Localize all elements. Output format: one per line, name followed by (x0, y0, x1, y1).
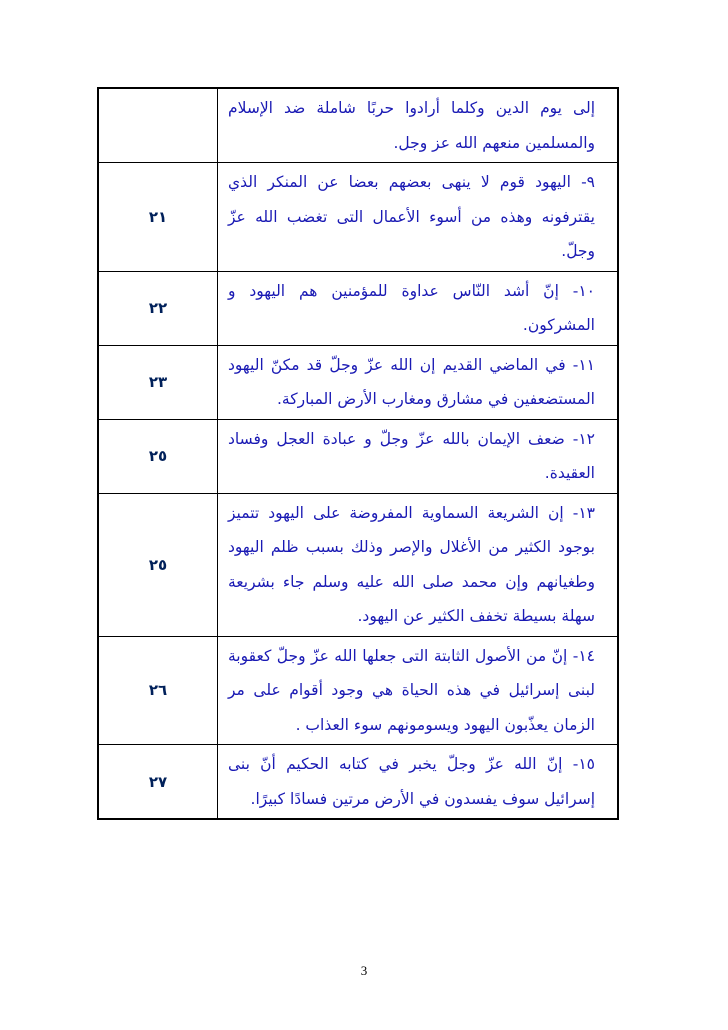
entry-cell (218, 163, 619, 272)
page-ref-cell (98, 88, 218, 163)
entry-text: ١٠- إنّ أشد النّاس عداوة للمؤمنين هم اليهود و المشركون. (228, 281, 595, 334)
table-row (98, 636, 618, 745)
table-row (98, 345, 618, 419)
entry-text: ١٥- إنّ الله عزّ وجلّ يخبر في كتابه الحكيم أنّ بنى إسرائيل سوف يفسدون في الأرض مرتين فسادًا كبيرًا. (228, 755, 595, 808)
table-row (98, 745, 618, 820)
table-row (98, 88, 618, 163)
entry-cell (218, 745, 619, 820)
entry-text: ١٤- إنّ من الأصول الثابتة التى جعلها الله عزّ وجلّ كعقوبة لبنى إسرائيل في هذه الحياة هي وجود أقوام على مر الزمان يعذّبون اليهود ويسومونهم سوء العذاب . (228, 646, 595, 734)
entry-text: ١٢- ضعف الإيمان بالله عزّ وجلّ و عبادة العجل وفساد العقيدة. (228, 429, 595, 482)
entry-text: ٩- اليهود قوم لا ينهى بعضهم بعضا عن المنكر الذي يقترفونه وهذه من أسوء الأعمال التى تغضب الله عزّ وجلّ. (228, 173, 595, 260)
entry-text: إلى يوم الدين وكلما أرادوا حربًا شاملة ضد الإسلام والمسلمين منعهم الله عز وجل. (228, 99, 595, 152)
entry-cell (218, 493, 619, 636)
page-ref-cell: ٢٥ (98, 419, 218, 493)
entry-cell (218, 88, 619, 163)
table-row (98, 493, 618, 636)
page-ref-cell: ٢٢ (98, 271, 218, 345)
table-row (98, 419, 618, 493)
page-number: 3 (360, 963, 368, 978)
page-ref-cell: ٢٧ (98, 745, 218, 820)
entry-cell (218, 636, 619, 745)
entry-cell (218, 345, 619, 419)
table-row (98, 163, 618, 272)
contents-table (97, 87, 619, 820)
page-ref-cell: ٢٥ (98, 493, 218, 636)
entry-cell (218, 271, 619, 345)
entry-text: ١١- في الماضي القديم إن الله عزّ وجلّ قد مكنّ اليهود المستضعفين في مشارق ومغارب الأرض المباركة. (228, 355, 595, 408)
page-ref-cell: ٢٣ (98, 345, 218, 419)
page-ref-cell: ٢١ (98, 163, 218, 272)
entry-text: ١٣- إن الشريعة السماوية المفروضة على اليهود تتميز بوجود الكثير من الأغلال والإصر وذلك بسبب ظلم اليهود وطغيانهم وإن محمد صلى الله عليه وسلم جاء بشريعة سهلة بسيطة تخفف الكثير عن اليهود. (228, 503, 595, 625)
page-ref-cell: ٢٦ (98, 636, 218, 745)
table-row (98, 271, 618, 345)
entry-cell (218, 419, 619, 493)
